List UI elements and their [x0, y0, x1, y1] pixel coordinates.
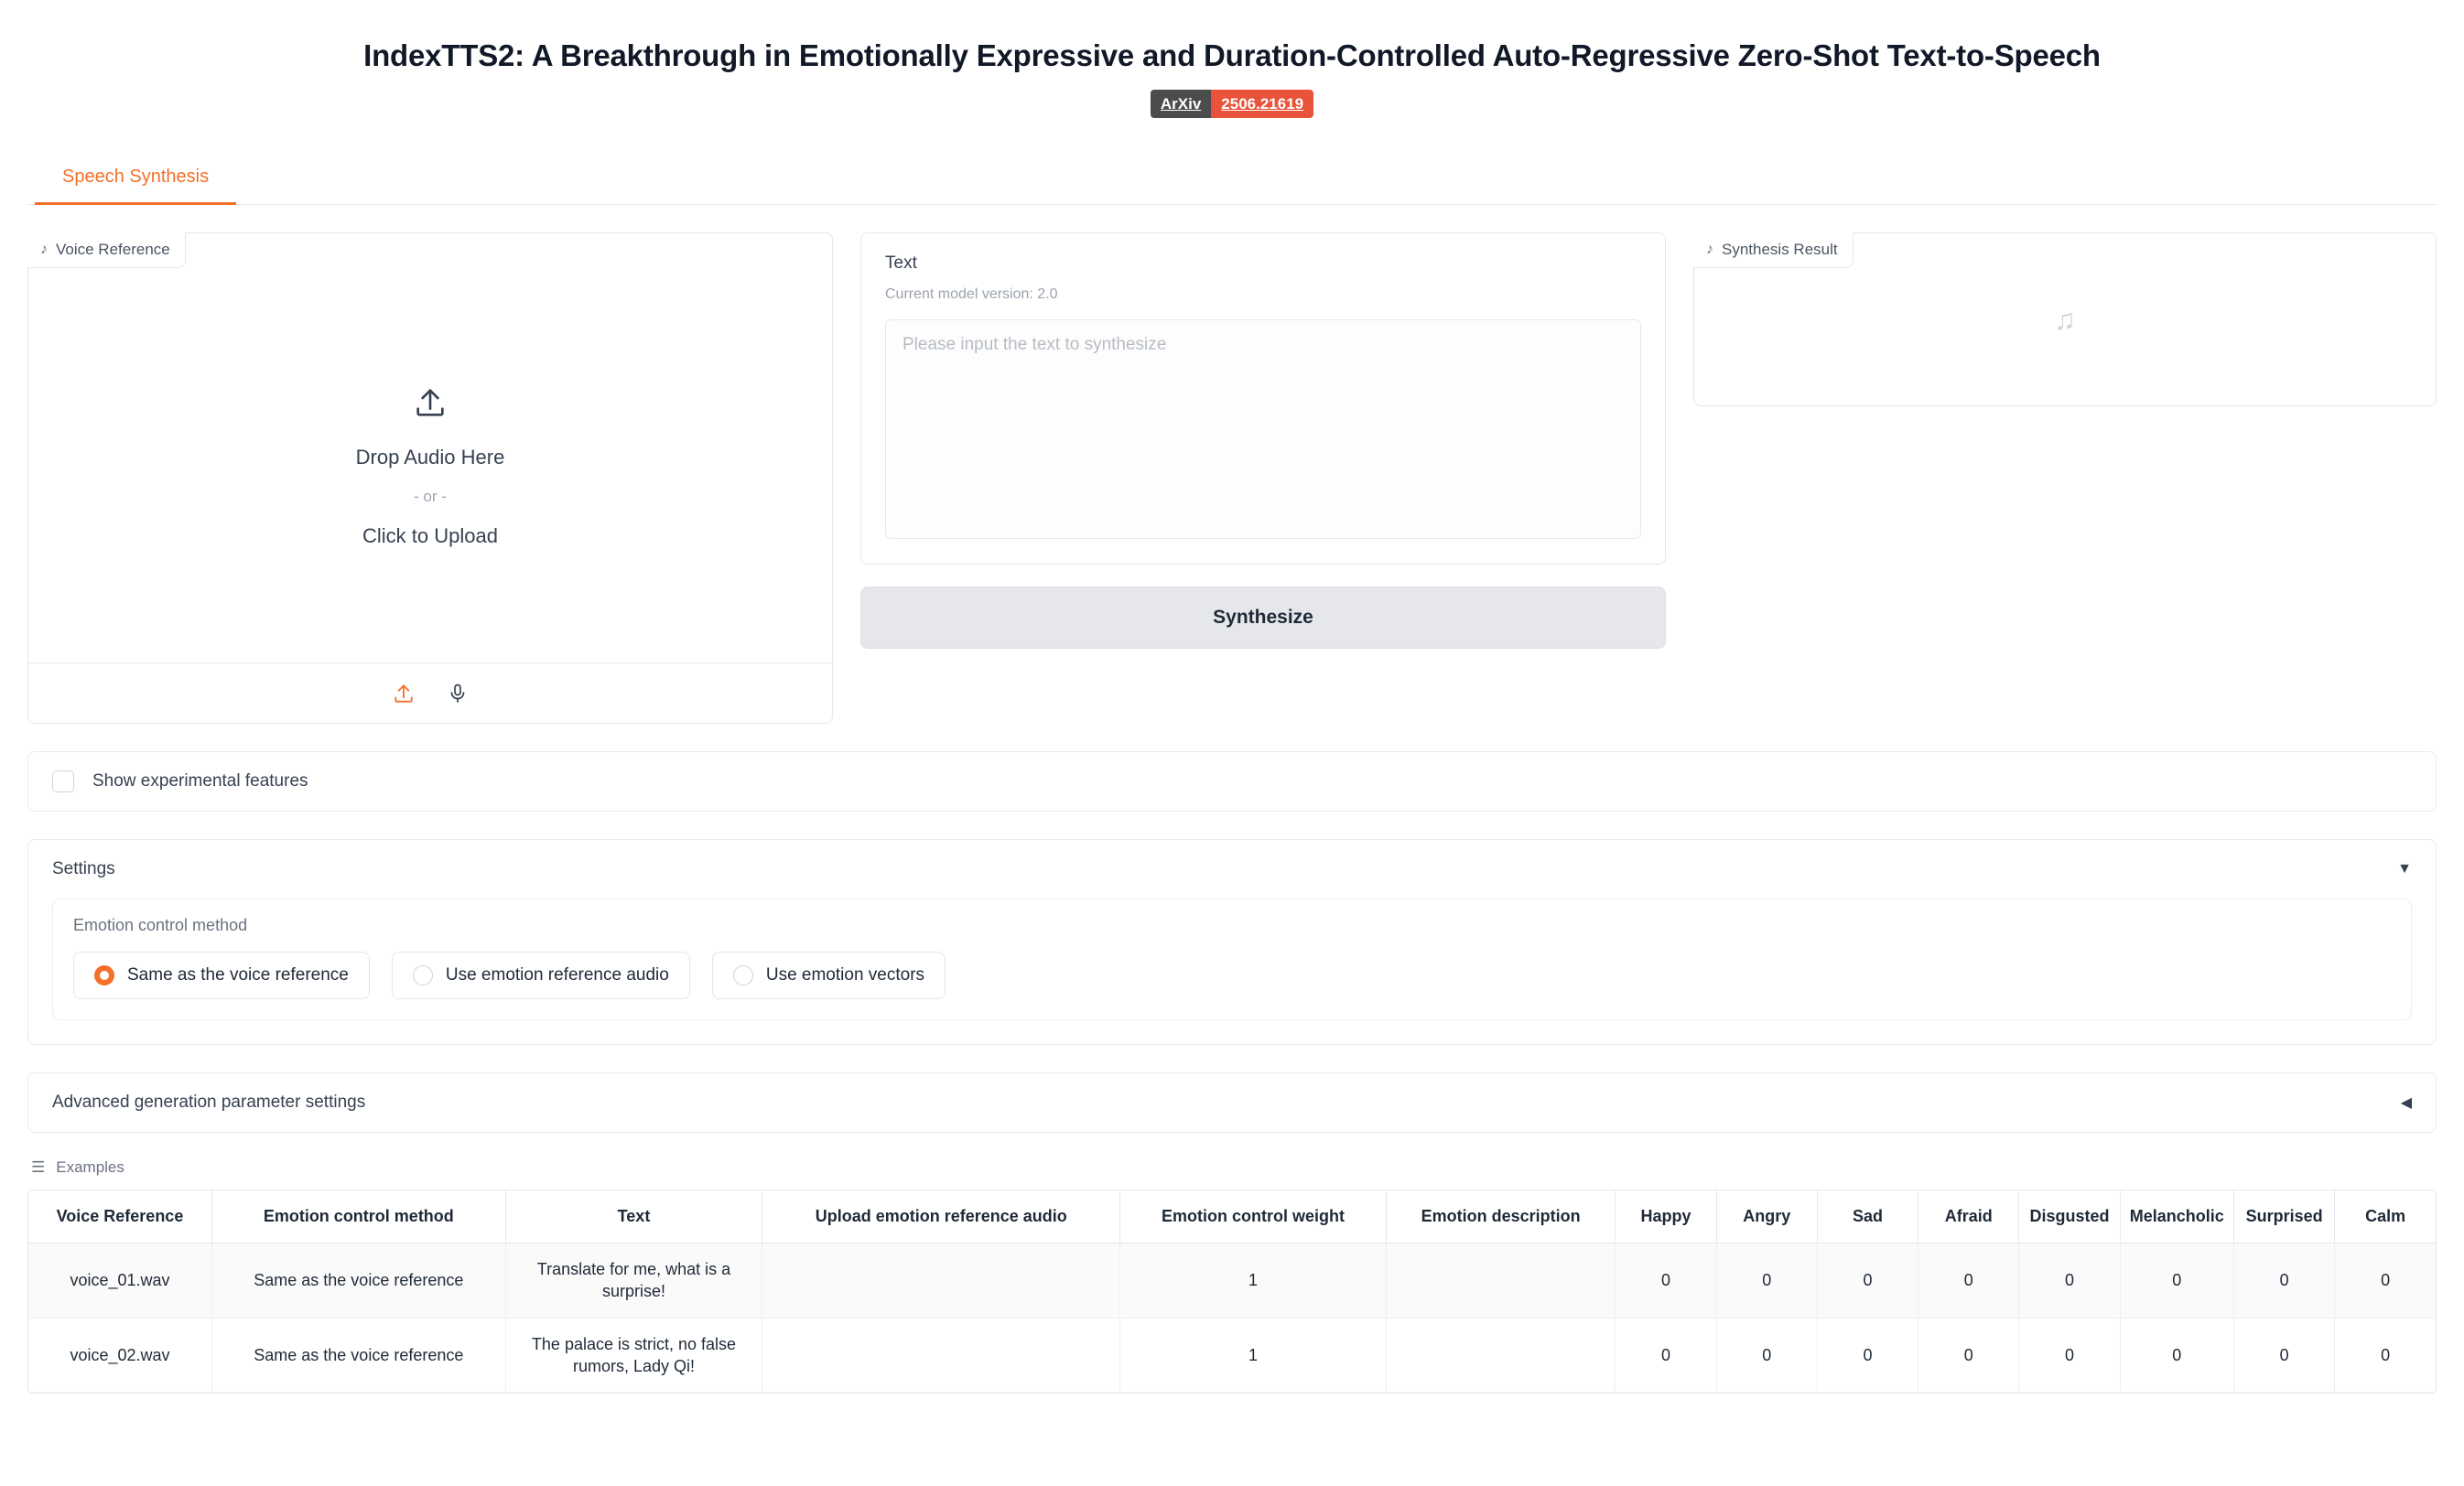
chevron-left-icon[interactable]: ◀	[2400, 1095, 2412, 1111]
page-title: IndexTTS2: A Breakthrough in Emotionally Expressive and Duration-Controlled Auto-Regressive Zero-Shot Text-to-Speech	[363, 38, 2101, 72]
cell-method: Same as the voice reference	[211, 1244, 505, 1319]
advanced-settings-header[interactable]	[28, 1073, 2436, 1132]
microphone-icon[interactable]	[447, 683, 469, 705]
cell-surprised: 0	[2233, 1244, 2334, 1319]
cell-voice: voice_02.wav	[28, 1318, 211, 1393]
audio-dropzone[interactable]	[28, 269, 832, 662]
cell-sad: 0	[1817, 1318, 1918, 1393]
settings-accordion-body	[28, 899, 2436, 1044]
tab-speech-synthesis[interactable]: Speech Synthesis	[35, 157, 236, 205]
cell-melancholic: 0	[2120, 1318, 2233, 1393]
arxiv-badge-row	[27, 90, 2437, 118]
table-row[interactable]	[28, 1244, 2436, 1319]
model-version-note: Current model version: 2.0	[885, 286, 1058, 302]
cell-sad: 0	[1817, 1244, 1918, 1319]
cell-voice: voice_01.wav	[28, 1244, 211, 1319]
music-notes-icon: ♫	[2054, 302, 2076, 336]
radio-dot-selected-icon	[94, 965, 114, 985]
cell-weight: 1	[1120, 1244, 1387, 1319]
synthesis-result-column	[1693, 232, 2437, 406]
th-calm: Calm	[2335, 1190, 2436, 1244]
th-text: Text	[505, 1190, 762, 1244]
th-melancholic: Melancholic	[2120, 1190, 2233, 1244]
table-header-row	[28, 1190, 2436, 1244]
cell-calm: 0	[2335, 1318, 2436, 1393]
th-afraid: Afraid	[1918, 1190, 2019, 1244]
th-emotion-desc: Emotion description	[1386, 1190, 1616, 1244]
cell-method: Same as the voice reference	[211, 1318, 505, 1393]
th-disgusted: Disgusted	[2019, 1190, 2120, 1244]
th-angry: Angry	[1716, 1190, 1817, 1244]
voice-reference-label-text: Voice Reference	[56, 241, 170, 258]
text-input-label: Text	[885, 253, 917, 273]
examples-label: Examples	[56, 1158, 124, 1176]
upload-icon	[412, 384, 448, 425]
radio-dot-icon	[733, 965, 753, 985]
voice-reference-panel-label	[27, 232, 186, 268]
radio-label-0: Same as the voice reference	[127, 965, 349, 985]
cell-afraid: 0	[1918, 1318, 2019, 1393]
dropzone-line-2: - or -	[414, 487, 447, 505]
textarea-wrapper	[861, 303, 1665, 544]
emotion-control-method-options	[73, 952, 2391, 999]
music-note-icon: ♪	[40, 242, 48, 257]
upload-audio-icon[interactable]	[392, 682, 416, 705]
radio-label-1: Use emotion reference audio	[445, 965, 669, 985]
cell-disgusted: 0	[2019, 1244, 2120, 1319]
th-emotion-method: Emotion control method	[211, 1190, 505, 1244]
radio-use-emotion-vectors[interactable]	[712, 952, 946, 999]
voice-reference-column	[27, 232, 833, 724]
cell-happy: 0	[1616, 1244, 1716, 1319]
radio-same-as-voice-reference[interactable]	[73, 952, 370, 999]
cell-weight: 1	[1120, 1318, 1387, 1393]
examples-table-wrapper	[27, 1190, 2437, 1394]
main-columns	[27, 232, 2437, 724]
text-input-panel	[860, 232, 1666, 565]
synthesis-text-input[interactable]	[885, 319, 1641, 539]
settings-title: Settings	[52, 859, 115, 878]
chevron-down-icon[interactable]: ▼	[2397, 861, 2412, 877]
dropzone-line-1: Drop Audio Here	[355, 445, 505, 468]
tabbar	[27, 156, 2437, 205]
show-experimental-features-checkbox[interactable]	[52, 770, 74, 792]
arxiv-badge-id: 2506.21619	[1211, 90, 1313, 118]
cell-happy: 0	[1616, 1318, 1716, 1393]
cell-description	[1386, 1318, 1616, 1393]
music-note-icon: ♪	[1706, 242, 1713, 257]
cell-angry: 0	[1716, 1244, 1817, 1319]
th-emotion-weight: Emotion control weight	[1120, 1190, 1387, 1244]
synthesis-result-panel	[1693, 232, 2437, 406]
radio-label-2: Use emotion vectors	[765, 965, 925, 985]
cell-description	[1386, 1244, 1616, 1319]
cell-angry: 0	[1716, 1318, 1817, 1393]
cell-calm: 0	[2335, 1244, 2436, 1319]
th-happy: Happy	[1616, 1190, 1716, 1244]
cell-surprised: 0	[2233, 1318, 2334, 1393]
settings-accordion	[27, 839, 2437, 1045]
cell-text: The palace is strict, no false rumors, Lady Qi!	[505, 1318, 762, 1393]
examples-table	[28, 1190, 2436, 1393]
cell-text: Translate for me, what is a surprise!	[505, 1244, 762, 1319]
examples-label-row	[27, 1158, 2437, 1177]
voice-reference-panel	[27, 232, 833, 724]
cell-upload	[762, 1318, 1120, 1393]
arxiv-badge-link[interactable]	[1151, 90, 1313, 118]
arxiv-badge-label: ArXiv	[1151, 90, 1211, 118]
th-surprised: Surprised	[2233, 1190, 2334, 1244]
radio-use-emotion-reference-audio[interactable]	[392, 952, 690, 999]
cell-upload	[762, 1244, 1120, 1319]
show-experimental-features-label: Show experimental features	[92, 771, 308, 791]
advanced-settings-title: Advanced generation parameter settings	[52, 1093, 366, 1112]
th-upload-emotion: Upload emotion reference audio	[762, 1190, 1120, 1244]
settings-accordion-header[interactable]	[28, 840, 2436, 899]
dropzone-line-3: Click to Upload	[362, 523, 498, 547]
cell-melancholic: 0	[2120, 1244, 2233, 1319]
table-row[interactable]	[28, 1318, 2436, 1393]
list-icon: ☰	[31, 1158, 46, 1176]
text-column	[860, 232, 1666, 649]
emotion-control-method-group	[52, 899, 2412, 1020]
radio-dot-icon	[413, 965, 433, 985]
audio-actions-bar	[28, 662, 832, 723]
th-voice-reference: Voice Reference	[28, 1190, 211, 1244]
advanced-settings-accordion	[27, 1072, 2437, 1133]
cell-afraid: 0	[1918, 1244, 2019, 1319]
th-sad: Sad	[1817, 1190, 1918, 1244]
synthesis-result-label-text: Synthesis Result	[1722, 241, 1838, 258]
emotion-control-method-label: Emotion control method	[73, 916, 248, 934]
cell-disgusted: 0	[2019, 1318, 2120, 1393]
synthesize-button[interactable]: Synthesize	[860, 587, 1666, 649]
experimental-features-row[interactable]	[27, 751, 2437, 812]
